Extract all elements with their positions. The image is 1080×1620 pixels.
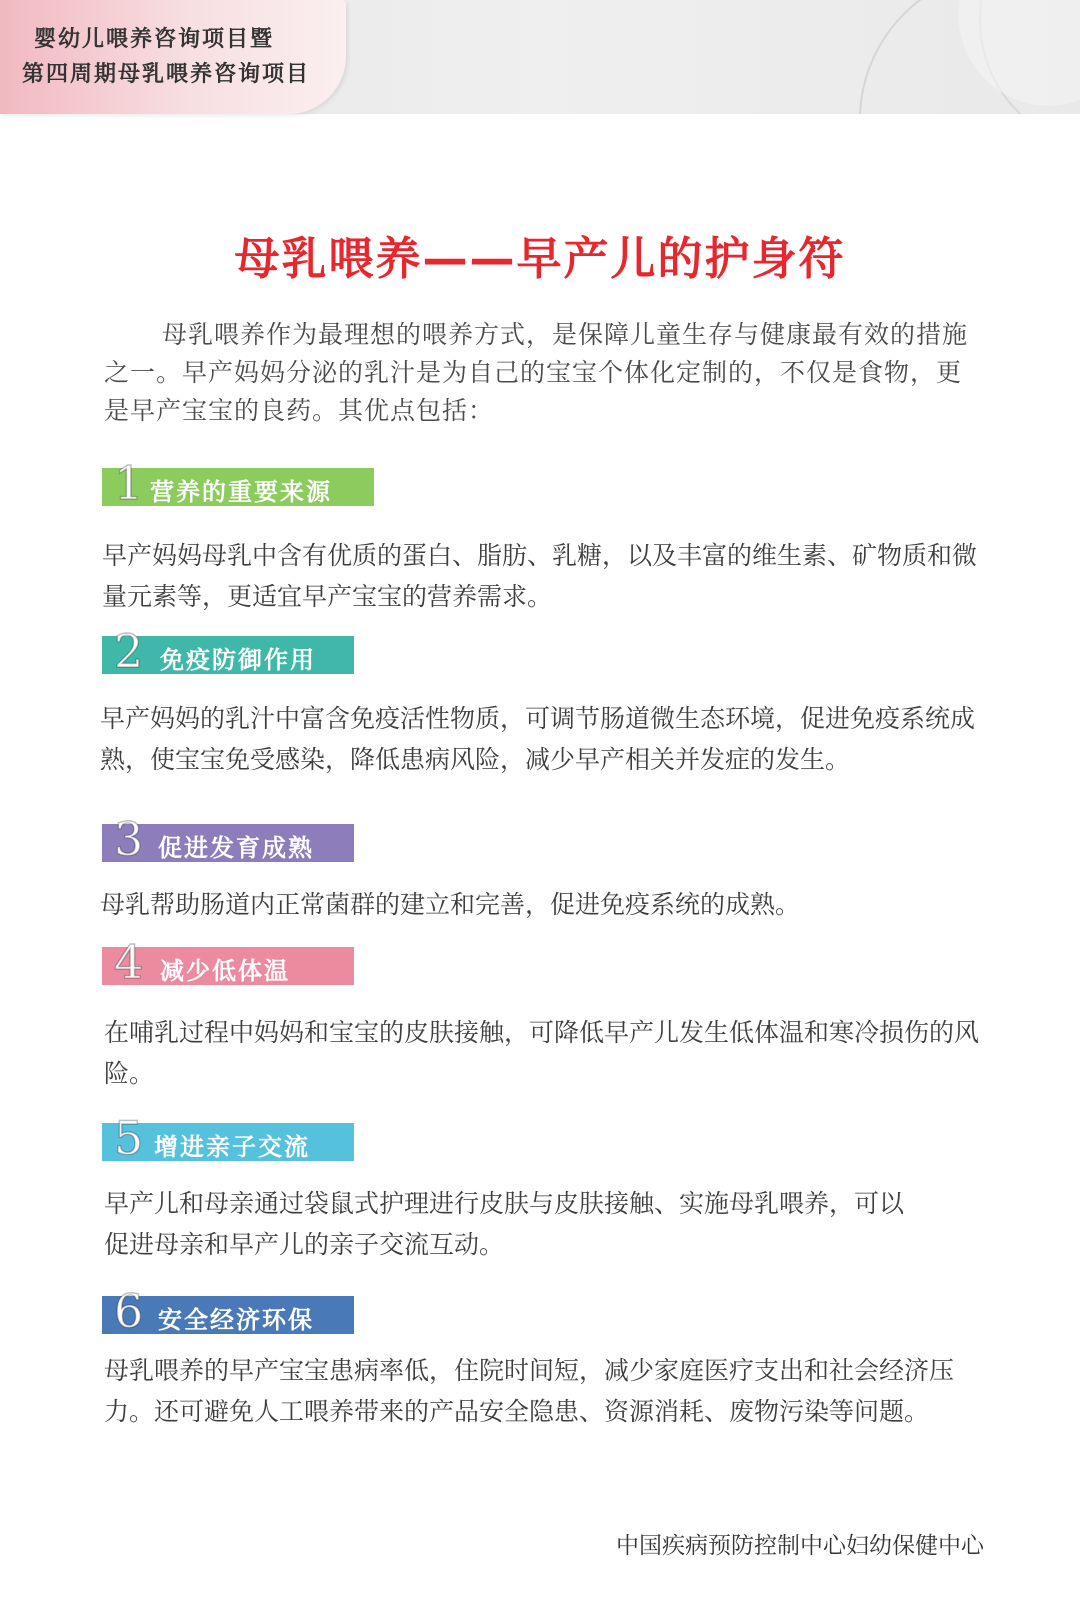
section-3-number: 3 — [114, 812, 146, 866]
section-1-body: 早产妈妈母乳中含有优质的蛋白、脂肪、乳糖，以及丰富的维生素、矿物质和微量元素等，更适宜早产宝宝的营养需求。 — [102, 541, 978, 611]
section-6-number: 6 — [114, 1284, 146, 1338]
page-title: 母乳喂养——早产儿的护身符 — [234, 232, 846, 285]
section-1-title: 营养的重要来源 — [150, 478, 332, 506]
project-title-line-1: 婴幼儿喂养咨询项目暨 — [34, 27, 275, 52]
section-3-body: 母乳帮助肠道内正常菌群的建立和完善，促进免疫系统的成熟。 — [100, 890, 801, 919]
section-2-title: 免疫防御作用 — [160, 646, 316, 674]
section-4-label — [102, 935, 354, 989]
section-2-body: 早产妈妈的乳汁中富含免疫活性物质，可调节肠道微生态环境，促进免疫系统成熟，使宝宝免受感染，降低患病风险，减少早产相关并发症的发生。 — [100, 704, 976, 774]
section-4-title: 减少低体温 — [160, 957, 290, 985]
section-5-body: 早产儿和母亲通过袋鼠式护理进行皮肤与皮肤接触、实施母乳喂养，可以促进母亲和早产儿的亲子交流互动。 — [104, 1189, 905, 1259]
section-3-title: 促进发育成熟 — [158, 834, 314, 862]
section-5-label — [102, 1111, 354, 1165]
section-6-body: 母乳喂养的早产宝宝患病率低，住院时间短，减少家庭医疗支出和社会经济压力。还可避免人工喂养带来的产品安全隐患、资源消耗、废物污染等问题。 — [104, 1356, 955, 1426]
section-6-title: 安全经济环保 — [158, 1306, 314, 1334]
footer-organization: 中国疾病预防控制中心妇幼保健中心 — [616, 1533, 984, 1559]
section-2-number: 2 — [114, 624, 146, 678]
section-3-label — [102, 812, 354, 866]
intro-paragraph: 母乳喂养作为最理想的喂养方式，是保障儿童生存与健康最有效的措施之一。早产妈妈分泌的乳汁是为自己的宝宝个体化定制的，不仅是食物，更是早产宝宝的良药。其优点包括： — [104, 320, 969, 425]
section-4-number: 4 — [114, 935, 146, 989]
section-4-body: 在哺乳过程中妈妈和宝宝的皮肤接触，可降低早产儿发生低体温和寒冷损伤的风险。 — [104, 1018, 980, 1088]
section-5-title: 增进亲子交流 — [154, 1133, 310, 1161]
project-title-tab — [0, 0, 346, 114]
section-2-label — [102, 624, 354, 678]
section-5-number: 5 — [114, 1111, 146, 1165]
project-title-line-2: 第四周期母乳喂养咨询项目 — [22, 62, 311, 87]
section-6-label — [102, 1284, 354, 1338]
section-1-number: 1 — [114, 456, 146, 510]
section-1-label — [102, 456, 374, 510]
